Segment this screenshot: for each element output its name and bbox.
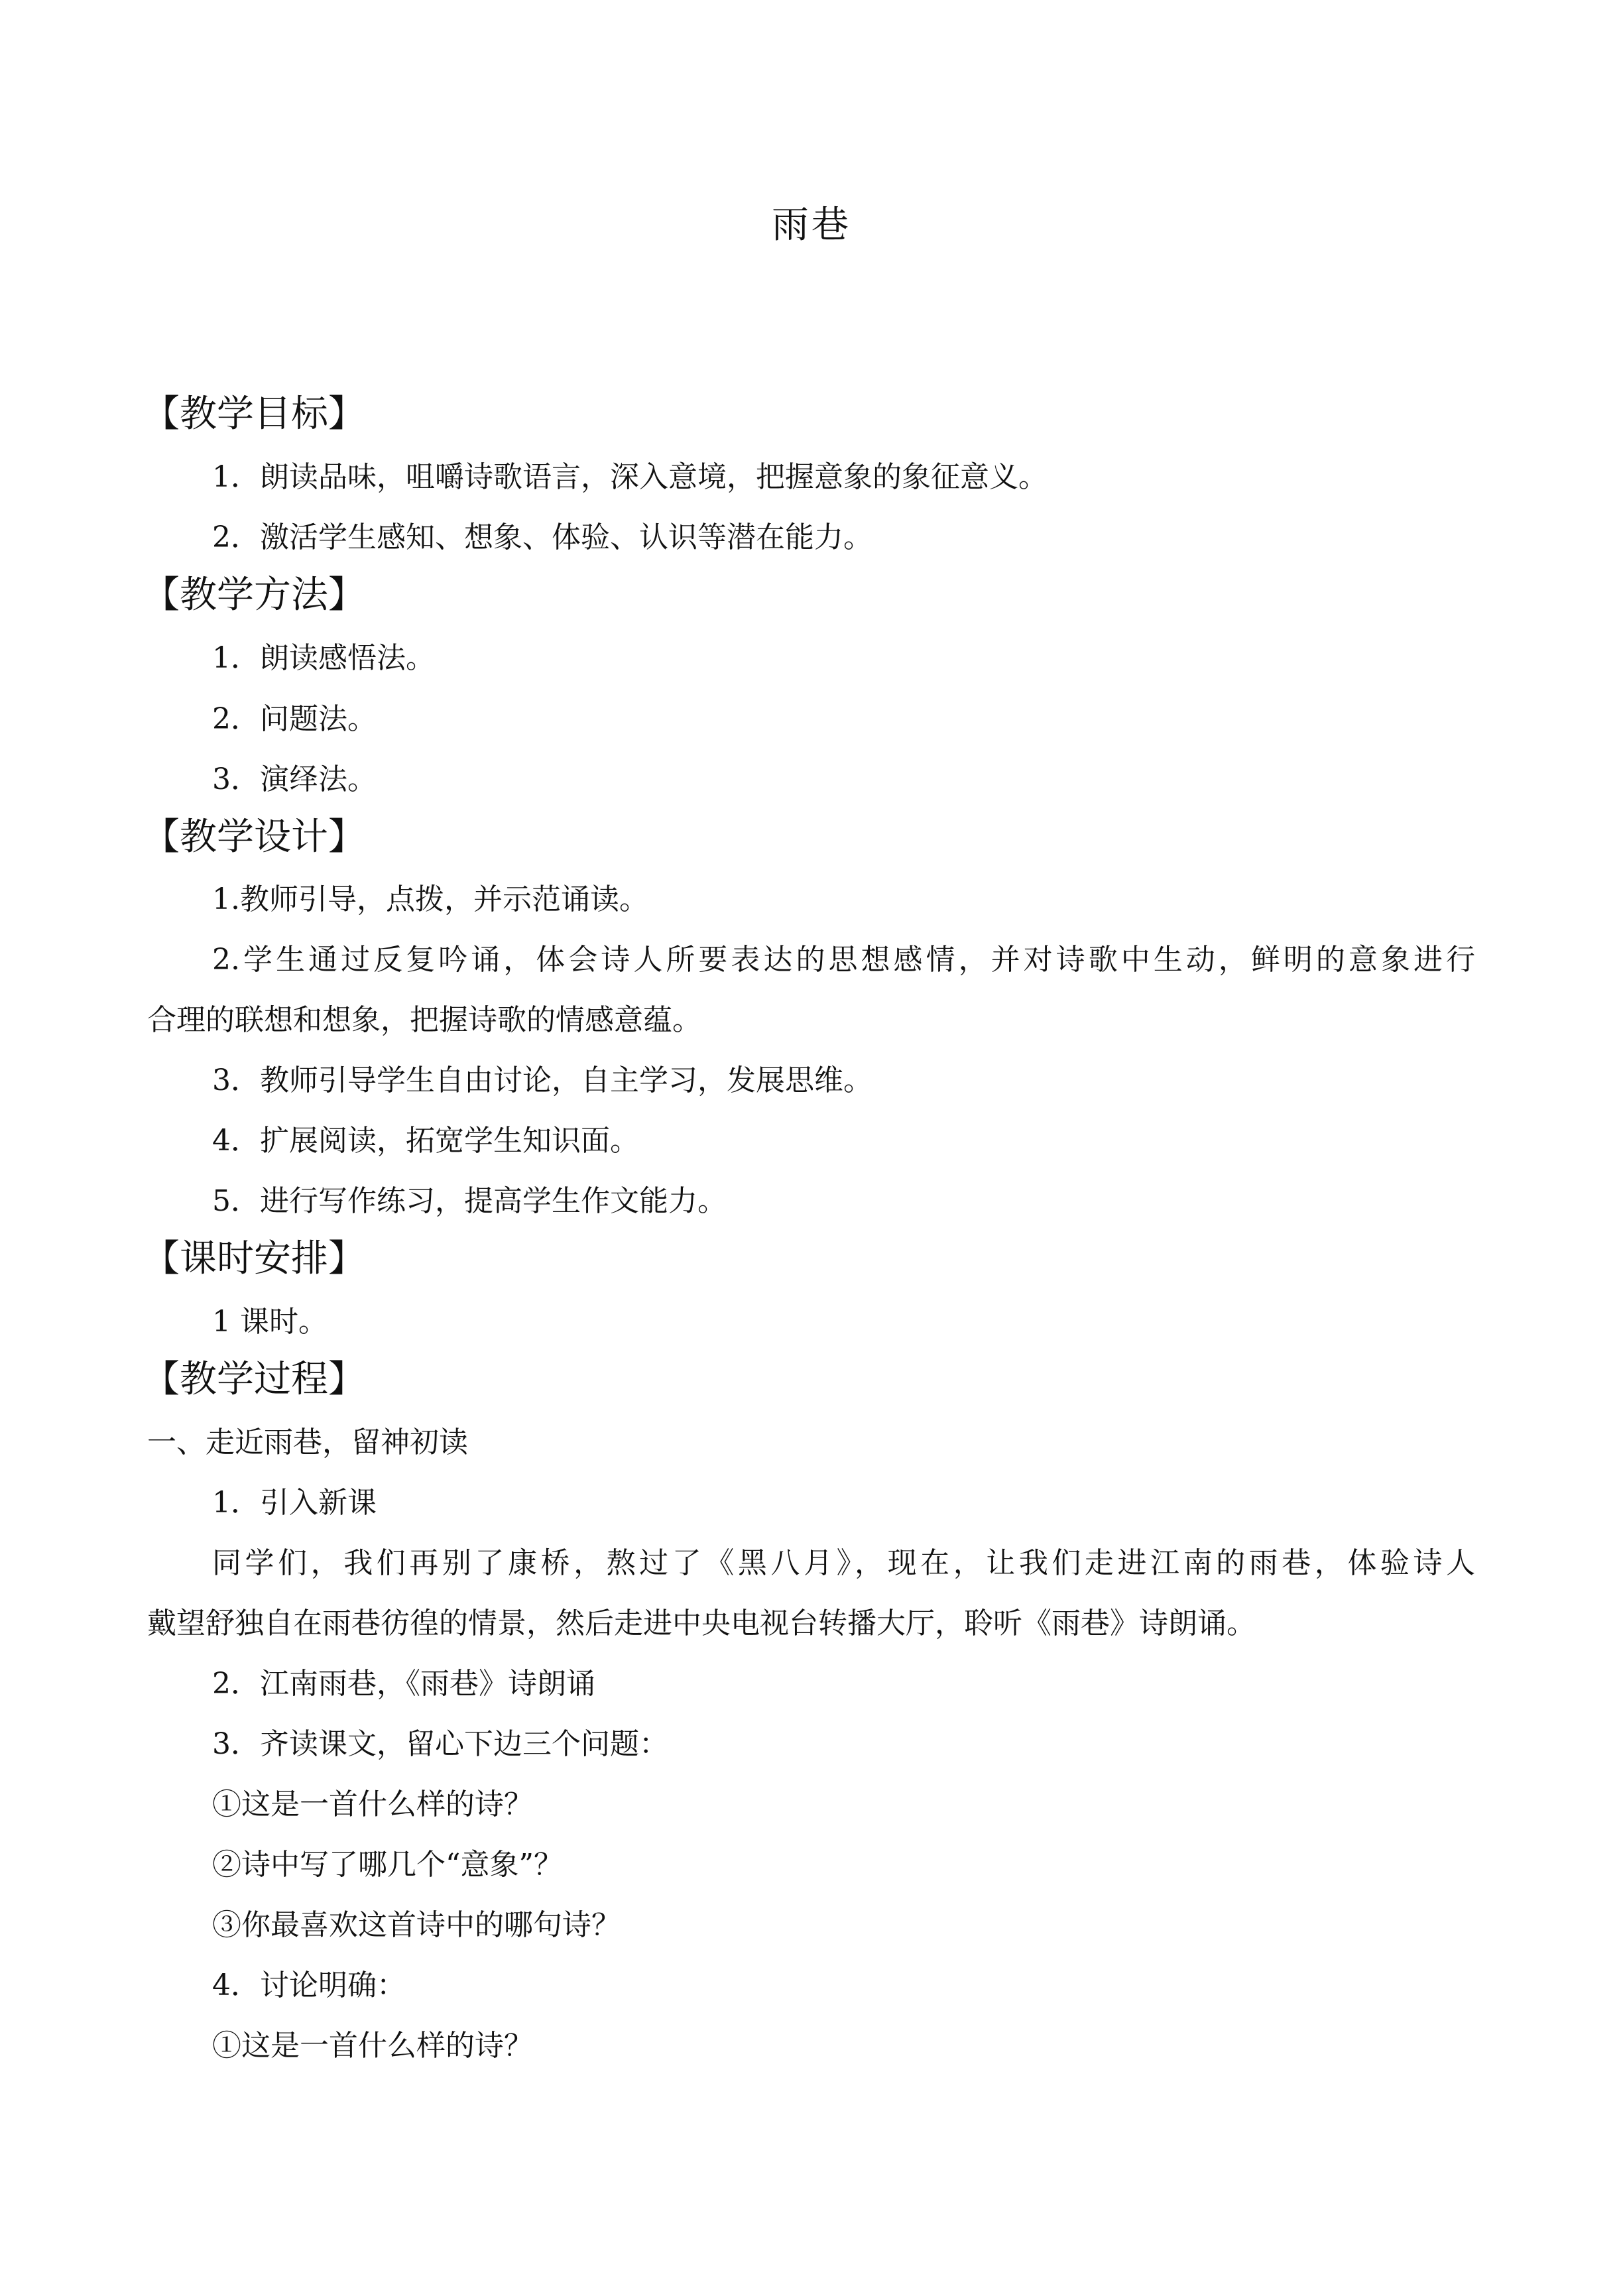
- process-step-1: 1．引入新课: [212, 1486, 377, 1520]
- goal-item-2: 2．激活学生感知、想象、体验、认识等潜在能力。: [212, 520, 872, 554]
- schedule-text: 1 课时。: [212, 1305, 328, 1339]
- process-answer-1: ①这是一首什么样的诗？: [212, 2029, 533, 2063]
- design-item-1: 1.教师引导，点拨，并示范诵读。: [212, 882, 648, 916]
- process-step-3: 3．齐读课文，留心下边三个问题：: [212, 1727, 668, 1761]
- design-item-3: 3．教师引导学生自由讨论，自主学习，发展思维。: [212, 1063, 872, 1097]
- design-item-2-line-2: 合理的联想和想象，把握诗歌的情感意蕴。: [147, 1003, 701, 1037]
- method-item-2: 2．问题法。: [212, 702, 377, 736]
- section-heading-goals: 【教学目标】: [143, 393, 365, 436]
- design-item-4: 4．扩展阅读，拓宽学生知识面。: [212, 1124, 639, 1158]
- process-step-4: 4．讨论明确：: [212, 1968, 406, 2002]
- section-heading-process: 【教学过程】: [143, 1358, 365, 1401]
- process-question-1: ①这是一首什么样的诗？: [212, 1787, 533, 1821]
- design-item-5: 5．进行写作练习，提高学生作文能力。: [212, 1184, 727, 1218]
- process-step-2: 2．江南雨巷，《雨巷》诗朗诵: [212, 1667, 595, 1701]
- process-question-3: ③你最喜欢这首诗中的哪句诗？: [212, 1908, 621, 1942]
- process-question-2: ②诗中写了哪几个“意象”？: [212, 1848, 563, 1882]
- design-item-2-line-1: 2.学生通过反复吟诵，体会诗人所要表达的思想感情，并对诗歌中生动，鲜明的意象进行: [212, 943, 1475, 977]
- process-intro-line-2: 戴望舒独自在雨巷彷徨的情景，然后走进中央电视台转播大厅，聆听《雨巷》诗朗诵。: [147, 1606, 1256, 1640]
- process-intro-line-1: 同学们，我们再别了康桥，熬过了《黑八月》，现在，让我们走进江南的雨巷，体验诗人: [212, 1546, 1475, 1580]
- page-title: 雨巷: [772, 204, 851, 247]
- goal-item-1: 1．朗读品味，咀嚼诗歌语言，深入意境，把握意象的象征意义。: [212, 460, 1048, 494]
- section-heading-methods: 【教学方法】: [143, 574, 365, 617]
- process-part-1-title: 一、走近雨巷，留神初读: [147, 1425, 468, 1459]
- section-heading-schedule: 【课时安排】: [143, 1237, 365, 1280]
- section-heading-design: 【教学设计】: [143, 816, 365, 859]
- method-item-3: 3．演绎法。: [212, 762, 377, 796]
- method-item-1: 1．朗读感悟法。: [212, 641, 435, 675]
